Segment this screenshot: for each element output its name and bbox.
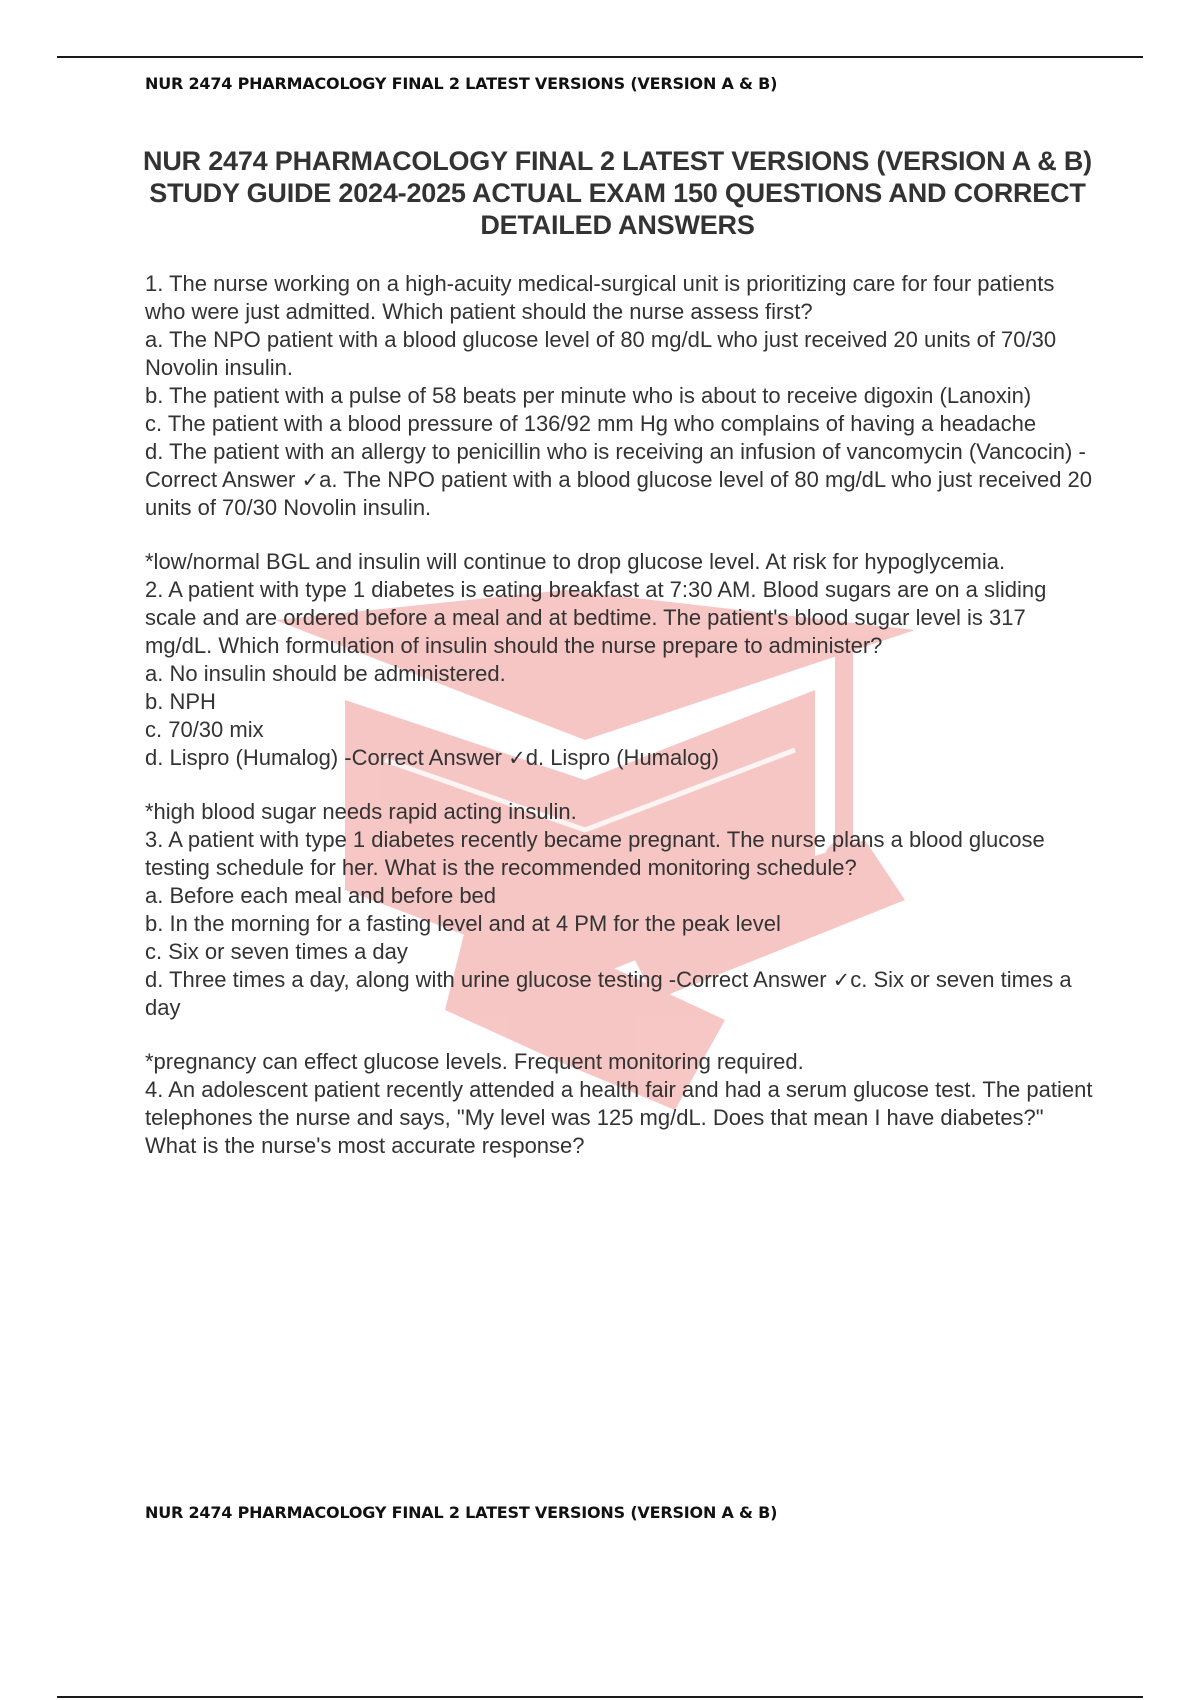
option-b: b. NPH (145, 689, 216, 714)
question-item (145, 270, 1095, 576)
question-text: 3. A patient with type 1 diabetes recently became pregnant. The nurse plans a blood glucose testing schedule for her. What is the recommended monitoring schedule? (145, 827, 1045, 880)
question-text: 4. An adolescent patient recently attended a health fair and had a serum glucose test. The patient telephones the nurse and says, "My level was 125 mg/dL. Does that mean I have diabetes?" What is the nurse's most accurate response? (145, 1077, 1093, 1158)
question-item (145, 826, 1095, 1076)
rationale: *pregnancy can effect glucose levels. Frequent monitoring required. (145, 1049, 804, 1074)
option-d: d. Three times a day, along with urine glucose testing -Correct Answer (145, 967, 833, 992)
rationale: *low/normal BGL and insulin will continue to drop glucose level. At risk for hypoglycemia. (145, 549, 1006, 574)
question-text: 1. The nurse working on a high-acuity medical-surgical unit is prioritizing care for four patients who were just admitted. Which patient should the nurse assess first? (145, 271, 1055, 324)
question-item (145, 576, 1095, 826)
option-d: d. The patient with an allergy to penicillin who is receiving an infusion of vancomycin (Vancocin) -Correct Answer (145, 439, 1086, 492)
option-b: b. The patient with a pulse of 58 beats per minute who is about to receive digoxin (Lanoxin) (145, 383, 1032, 408)
answer-options (145, 326, 1095, 522)
option-b: b. In the morning for a fasting level and at 4 PM for the peak level (145, 911, 781, 936)
option-c: c. Six or seven times a day (145, 939, 408, 964)
option-c: c. 70/30 mix (145, 717, 264, 742)
answer-options (145, 660, 1095, 772)
option-d-with-answer (145, 966, 1095, 1022)
running-header: NUR 2474 PHARMACOLOGY FINAL 2 LATEST VERSIONS (VERSION A & B) (145, 74, 778, 93)
option-c: c. The patient with a blood pressure of 136/92 mm Hg who complains of having a headache (145, 411, 1037, 436)
option-d: d. Lispro (Humalog) -Correct Answer (145, 745, 509, 770)
footer-rule (57, 1696, 1143, 1698)
option-d-with-answer (145, 744, 1095, 772)
question-item (145, 1076, 1095, 1160)
answer-options (145, 882, 1095, 1022)
option-d-with-answer (145, 438, 1095, 522)
running-footer: NUR 2474 PHARMACOLOGY FINAL 2 LATEST VERSIONS (VERSION A & B) (145, 1503, 778, 1522)
rationale: *high blood sugar needs rapid acting insulin. (145, 799, 577, 824)
checkmark-icon: ✓ (508, 746, 526, 770)
question-text: 2. A patient with type 1 diabetes is eating breakfast at 7:30 AM. Blood sugars are on a sliding scale and are ordered before a meal and at bedtime. The patient's blood sugar level is 317 mg/dL. Which formulation of insulin should the nurse prepare to administer? (145, 577, 1047, 658)
checkmark-icon: ✓ (832, 968, 851, 992)
correct-answer: d. Lispro (Humalog) (525, 745, 719, 770)
correct-answer: c. Six or seven times a day (145, 967, 1072, 1020)
option-a: a. The NPO patient with a blood glucose level of 80 mg/dL who just received 20 units of 70/30 Novolin insulin. (145, 327, 1057, 380)
checkmark-icon: ✓ (301, 468, 320, 492)
question-list (145, 270, 1095, 1160)
option-a: a. Before each meal and before bed (145, 883, 497, 908)
header-rule (57, 56, 1143, 58)
option-a: a. No insulin should be administered. (145, 661, 506, 686)
document-title: NUR 2474 PHARMACOLOGY FINAL 2 LATEST VERSIONS (VERSION A & B) STUDY GUIDE 2024-2025 ACTUAL EXAM 150 QUESTIONS AND CORRECT DETAILED ANSWERS (143, 146, 1092, 240)
correct-answer: a. The NPO patient with a blood glucose level of 80 mg/dL who just received 20 units of 70/30 Novolin insulin. (145, 467, 1093, 520)
